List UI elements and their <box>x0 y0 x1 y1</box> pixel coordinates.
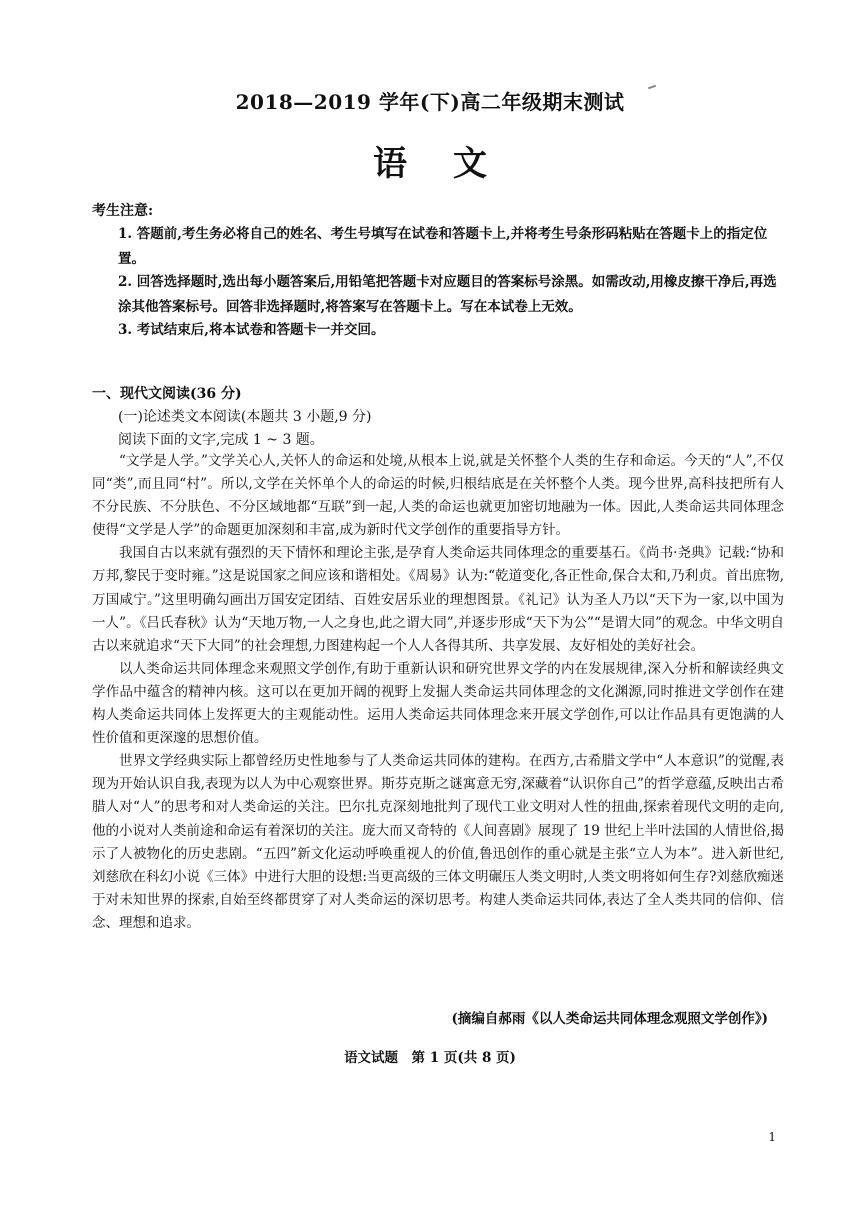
reading-passage <box>92 450 784 935</box>
reading-instruction: 阅读下面的文字,完成 1 ~ 3 题。 <box>118 432 324 448</box>
section-heading: 一、现代文阅读(36 分) <box>92 386 242 402</box>
notice-item: 3. 考试结束后,将本试卷和答题卡一并交回。 <box>118 322 385 338</box>
section-subheading: (一)论述类文本阅读(本题共 3 小题,9 分) <box>118 409 372 425</box>
notice-item: 1. 答题前,考生务必将自己的姓名、考生号填写在试卷和答题卡上,并将考生号条形码粘贴在答题卡上的指定位置。 <box>118 226 768 267</box>
subject-title: 语文 <box>373 144 533 184</box>
exam-title: 2018—2019 学年(下)高二年级期末测试 <box>235 90 625 114</box>
passage-paragraph: 我国自古以来就有强烈的天下情怀和理论主张,是孕育人类命运共同体理念的重要基石。《尚书·尧典》记载:“协和万邦,黎民于变时雍。”这是说国家之间应该和谐相处。《周易》认为:“乾道变化,各正性命,保合太和,乃利贞。首出庶物,万国咸宁。”这里明确勾画出万国安定团结、百姓安居乐业的理想图景。《礼记》认为圣人乃以“天下为一家,以中国为一人”。《吕氏春秋》认为“天地万物,一人之身也,此之谓大同”,并逐步形成“天下为公”“是谓大同”的观念。中华文明自古以来就追求“天下大同”的社会理想,力图建构起一个人人各得其所、共享发展、友好相处的美好社会。 <box>92 545 784 654</box>
corner-page-number: 1 <box>768 1130 776 1144</box>
source-citation: (摘编自郝雨《以人类命运共同体理念观照文学创作》) <box>451 1011 768 1027</box>
passage-paragraph: “文学是人学。”文学关心人,关怀人的命运和处境,从根本上说,就是关怀整个人类的生存和命运。今天的“人”,不仅同“类”,而且同“村”。所以,文学在关怀单个人的命运的时候,归根结底是在关怀整个人类。现今世界,高科技把所有人不分民族、不分肤色、不分区域地都“互联”到一起,人类的命运也就更加密切地融为一体。因此,人类命运共同体理念使得“文学是人学”的命题更加深刻和丰富,成为新时代文学创作的重要指导方针。 <box>92 453 784 539</box>
page-footer: 语文试题 第 1 页(共 8 页) <box>344 1050 516 1066</box>
passage-paragraph: 世界文学经典实际上都曾经历史性地参与了人类命运共同体的建构。在西方,古希腊文学中“人本意识”的觉醒,表现为开始认识自我,表现为以人为中心观察世界。斯芬克斯之谜寓意无穷,深藏着“认识你自己”的哲学意蕴,反映出古希腊人对“人”的思考和对人类命运的关注。巴尔扎克深刻地批判了现代工业文明对人性的扭曲,探索着现代文明的走向,他的小说对人类前途和命运有着深切的关注。庞大而又奇特的《人间喜剧》展现了 19 世纪上半叶法国的人情世俗,揭示了人被物化的历史悲剧。“五四”新文化运动呼唤重视人的价值,鲁迅创作的重心就是主张“立人为本”。进入新世纪,刘慈欣在科幻小说《三体》中进行大胆的设想:当更高级的三体文明碾压人类文明时,人类文明将如何生存?刘慈欣痴迷于对未知世界的探索,自始至终都贯穿了对人类命运的深切思考。构建人类命运共同体,表达了全人类共同的信仰、信念、理想和追求。 <box>92 753 784 931</box>
passage-paragraph: 以人类命运共同体理念来观照文学创作,有助于重新认识和研究世界文学的内在发展规律,深入分析和解读经典文学作品中蕴含的精神内核。这可以在更加开阔的视野上发掘人类命运共同体理念的文化渊源,同时推进文学创作在建构人类命运共同体上发挥更大的主观能动性。运用人类命运共同体理念来开展文学创作,可以让作品具有更饱满的人性价值和更深邃的思想价值。 <box>92 660 784 747</box>
notice-heading: 考生注意: <box>92 203 154 219</box>
notice-item: 2. 回答选择题时,选出每小题答案后,用铅笔把答题卡对应题目的答案标号涂黑。如需改动,用橡皮擦干净后,再选涂其他答案标号。回答非选择题时,将答案写在答题卡上。写在本试卷上无效。 <box>118 274 777 315</box>
